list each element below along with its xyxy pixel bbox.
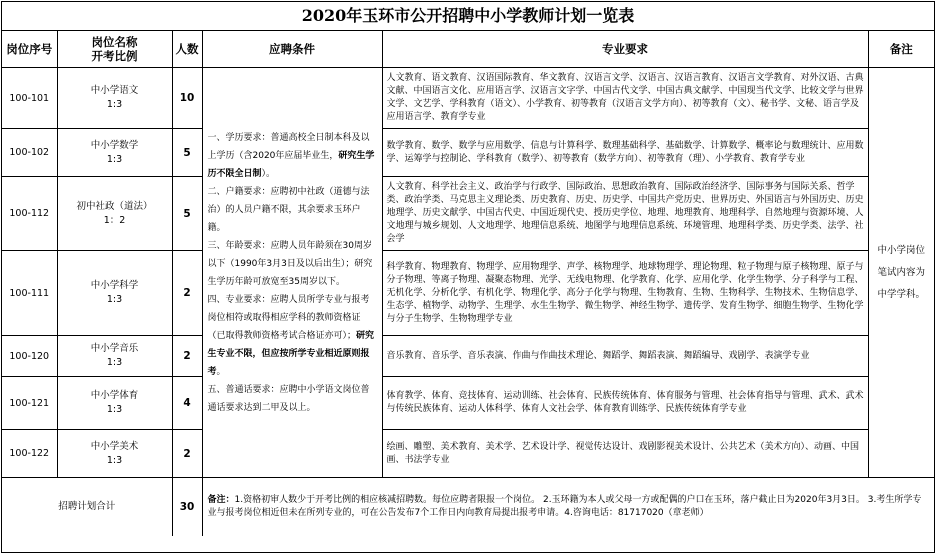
table-row [2,251,934,336]
condition-item: 四、专业要求：应聘人员所学专业与报考岗位相符或取得相应学科的教师资格证（已取得教师资格考试合格证亦可）；研究生专业不限，但应按所学专业相近原则报考。 [207,294,375,377]
remark-cell: 中小学岗位笔试内容为中学学科。 [868,68,934,478]
header-name: 岗位名称 开考比例 [57,31,172,68]
post-majors: 音乐教育、音乐学、音乐表演、作曲与作曲技术理论、舞蹈学、舞蹈表演、舞蹈编导、戏剧学、表演学专业 [382,336,868,377]
post-ratio: 1:3 [106,404,123,415]
post-code: 100-122 [2,430,57,478]
post-name: 中小学美术 [90,440,139,452]
header-conditions: 应聘条件 [202,31,382,68]
recruitment-sheet [1,1,935,553]
post-count: 5 [172,129,202,177]
table-row [2,377,934,430]
post-majors: 科学教育、物理教育、物理学、应用物理学、声学、核物理学、地球物理学、理论物理、粒子物理与原子核物理、原子与分子物理、等离子物理、凝聚态物理、光学、无线电物理、化学教育、化学、应用化学、化学生物学、分子科学与工程、无机化学、分析化学、有机化学、物理化学、高分子化学与物理、生物教育、生物、生物科学、生物技术、生物信息学、生态学、植物学、动物学、生理学、水生生物学、微生物学、神经生物学、遗传学、发育生物学、细胞生物学、生物化学与分子生物学、生物物理学专业 [382,251,868,336]
post-name: 中小学语文 [90,85,139,96]
post-count: 2 [172,336,202,377]
post-name: 中小学体育 [90,390,139,401]
post-count: 2 [172,251,202,336]
post-ratio: 1:3 [106,99,123,110]
page-title: 2020年玉环市公开招聘中小学教师计划一览表 [2,2,934,31]
header-majors: 专业要求 [382,31,868,68]
header-row [2,31,934,68]
post-name-cell [57,430,172,478]
post-code: 100-120 [2,336,57,377]
footnote [202,478,934,536]
post-name: 中小学数学 [90,139,139,151]
post-code: 100-121 [2,377,57,430]
total-count: 30 [172,478,202,536]
post-majors: 绘画、雕塑、美术教育、美术学、艺术设计学、视觉传达设计、戏剧影视美术设计、公共艺术（美术方向）、动画、中国画、书法学专业 [382,430,868,478]
post-ratio: 1:3 [106,454,123,466]
post-name-cell [57,336,172,377]
post-name-cell [57,251,172,336]
post-code: 100-112 [2,177,57,251]
post-name-cell [57,68,172,129]
post-count: 4 [172,377,202,430]
table-row [2,129,934,177]
post-code: 100-102 [2,129,57,177]
condition-item: 五、普通话要求：应聘中小学语文岗位普通话要求达到二甲及以上。 [207,384,370,413]
condition-item: 一、学历要求：普通高校全日制本科及以上学历（含2020年应届毕业生，研究生学历不限全日制）。 [207,132,375,179]
total-label: 招聘计划合计 [2,478,172,536]
post-count: 10 [172,68,202,129]
table-row [2,68,934,129]
conditions-cell [202,68,382,478]
post-code: 100-111 [2,251,57,336]
post-count: 5 [172,177,202,251]
condition-item: 二、户籍要求：应聘初中社政（道德与法治）的人员户籍不限，其余要求玉环户籍。 [207,186,370,233]
post-ratio: 1:3 [106,294,123,305]
total-row [2,478,934,536]
post-name: 初中社政（道法） [76,200,153,212]
post-name-cell [57,129,172,177]
post-count: 2 [172,430,202,478]
post-name: 中小学科学 [90,280,139,291]
table-row [2,430,934,478]
post-ratio: 1:3 [106,357,123,368]
post-ratio: 1：2 [103,214,126,226]
post-code: 100-101 [2,68,57,129]
header-code: 岗位序号 [2,31,57,68]
recruitment-table [2,31,934,536]
header-count: 人数 [172,31,202,68]
post-name-cell [57,177,172,251]
condition-item: 三、年龄要求：应聘人员年龄须在30周岁以下（1990年3月3日及以后出生）；研究生学历年龄可放宽至35周岁以下。 [207,240,373,287]
footnote-text: 1.资格初审人数少于开考比例的相应核减招聘数。每位应聘者限报一个岗位。 2.玉环籍为本人或父母一方或配偶的户口在玉环，落户截止日为2020年3月3日。 3.考生所学专业与报考岗位相近但未在所列专业的，可在公告发布7个工作日内向教育局提出报考申请。4.咨询电话：81717020（章老师） [207,494,922,518]
post-majors: 数学教育、数学、数学与应用数学、信息与计算科学、数理基础科学、基础数学、计算数学、概率论与数理统计、应用数学、运筹学与控制论、学科教育（数学）、初等教育（数学方向）、初等教育（理）、小学教育、教育学专业 [382,129,868,177]
post-majors: 人文教育、科学社会主义、政治学与行政学、国际政治、思想政治教育、国际政治经济学、国际事务与国际关系、哲学类、政治学类、马克思主义理论类、历史教育、历史、历史学、中国共产党历史、世界历史、外国语言与外国历史、历史地理学、历史文献学、中国古代史、中国近现代史、授历史学位、地理、地理教育、地理科学、自然地理与资源环境、人文地理与城乡规划、人文地理学、地理信息系统、地图学与地理信息系统、环境管理、地理科学类、历史学类、法学、社会学 [382,177,868,251]
post-majors: 体育教学、体育、竞技体育、运动训练、社会体育、民族传统体育、体育服务与管理、社会体育指导与管理、武术、武术与传统民族体育、运动人体科学、体育人文社会学、体育教育训练学、民族传统体育学专业 [382,377,868,430]
post-name-cell [57,377,172,430]
post-majors: 人文教育、语文教育、汉语国际教育、华文教育、汉语言文学、汉语言、汉语言教育、汉语言文学教育、对外汉语、古典文献、中国语言文化、应用语言学、汉语言文字学、中国古代文学、中国古典文献学、中国现当代文学、比较文学与世界文学、文艺学、学科教育（语文）、小学教育、初等教育（汉语言文学方向）、初等教育（文）、秘书学、文秘、语言学及应用语言学、教育学专业 [382,68,868,129]
table-row [2,177,934,251]
header-remark: 备注 [868,31,934,68]
post-name: 中小学音乐 [90,343,139,354]
post-ratio: 1:3 [106,153,123,165]
table-row [2,336,934,377]
footnote-label: 备注： [207,494,235,505]
